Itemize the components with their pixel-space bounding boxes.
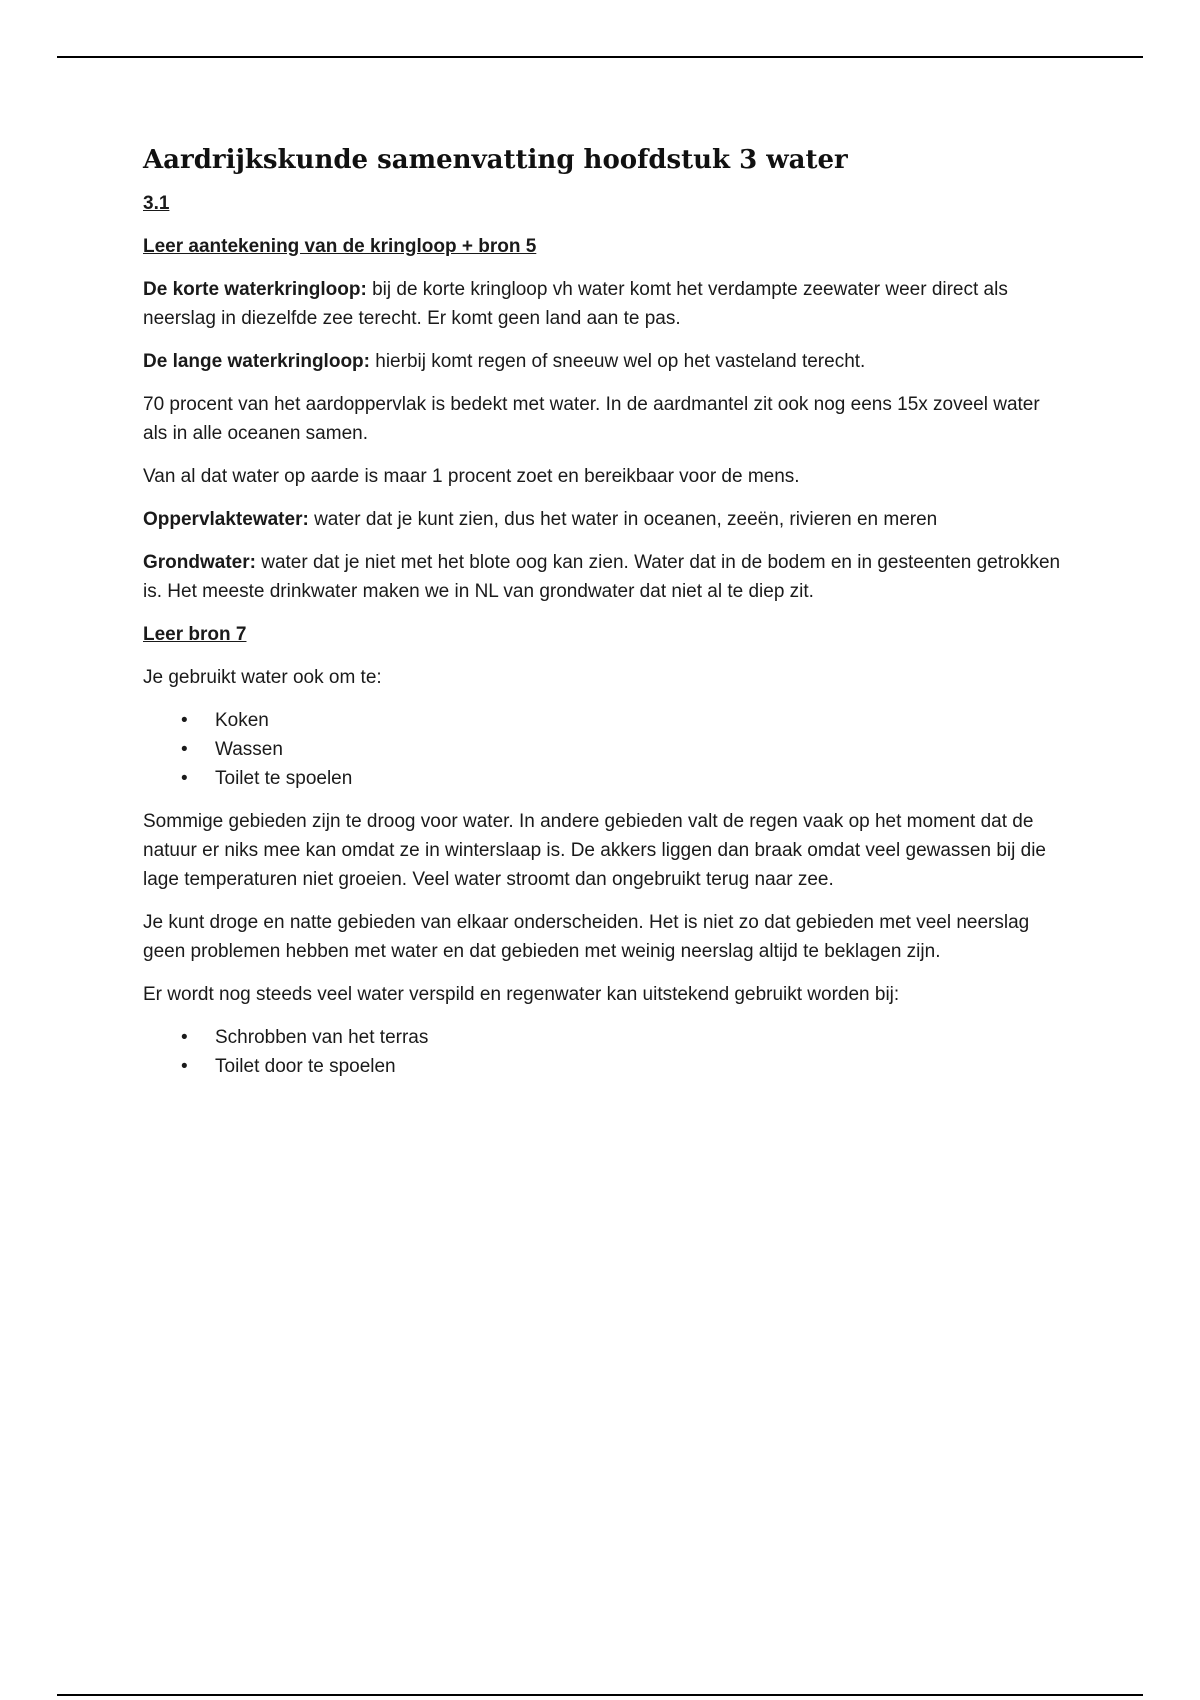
footer-rule: [57, 1694, 1143, 1696]
list-item: [181, 706, 1063, 735]
list-item-text: Koken: [215, 710, 269, 731]
paragraph-70-procent: 70 procent van het aardoppervlak is bedekt met water. In de aardmantel zit ook nog eens 15x zoveel water als in alle oceanen samen.: [143, 394, 1040, 444]
header-rule: [57, 56, 1143, 58]
bullet-icon: •: [181, 1056, 188, 1077]
list-water-gebruik: [143, 706, 1063, 793]
definition-grondwater: water dat je niet met het blote oog kan zien. Water dat in de bodem en in gesteenten getrokken is. Het meeste drinkwater maken we in NL van grondwater dat niet al te diep zit.: [143, 552, 1061, 602]
paragraph-droge-gebieden: Sommige gebieden zijn te droog voor water. In andere gebieden valt de regen vaak op het moment dat de natuur er niks mee kan omdat ze in winterslaap is. De akkers liggen dan braak omdat veel gewassen bij die lage temperaturen niet groeien. Veel water stroomt dan ongebruikt terug naar zee.: [143, 811, 1046, 890]
list-item: [181, 764, 1063, 793]
term-oppervlaktewater: Oppervlaktewater:: [143, 509, 309, 530]
document-body: [143, 143, 1063, 1095]
paragraph-onderscheid: Je kunt droge en natte gebieden van elkaar onderscheiden. Het is niet zo dat gebieden met veel neerslag geen problemen hebben met water en dat gebieden met weinig neerslag altijd te beklagen zijn.: [143, 912, 1030, 962]
paragraph-verspild: Er wordt nog steeds veel water verspild en regenwater kan uitstekend gebruikt worden bij:: [143, 984, 900, 1005]
list-regenwater-gebruik: [143, 1023, 1063, 1081]
paragraph-grondwater: [143, 548, 1063, 606]
paragraph-zoet-water: Van al dat water op aarde is maar 1 procent zoet en bereikbaar voor de mens.: [143, 466, 800, 487]
list-item-text: Toilet te spoelen: [215, 768, 353, 789]
bullet-icon: •: [181, 710, 188, 731]
section-number: 3.1: [143, 193, 170, 214]
list-item: [181, 1023, 1063, 1052]
list-item-text: Toilet door te spoelen: [215, 1056, 396, 1077]
paragraph-korte-waterkringloop: [143, 275, 1063, 333]
paragraph-gebruik: Je gebruikt water ook om te:: [143, 667, 382, 688]
subheading-bron-7: Leer bron 7: [143, 624, 247, 645]
bullet-icon: •: [181, 739, 188, 760]
term-korte-waterkringloop: De korte waterkringloop:: [143, 279, 367, 300]
document-title: Aardrijkskunde samenvatting hoofdstuk 3 water: [143, 145, 848, 175]
bullet-icon: •: [181, 768, 188, 789]
definition-korte-waterkringloop: bij de korte kringloop vh water komt het verdampte zeewater weer direct als neerslag in diezelfde zee terecht. Er komt geen land aan te pas.: [143, 279, 1008, 329]
paragraph-lange-waterkringloop: [143, 347, 1063, 376]
term-lange-waterkringloop: De lange waterkringloop:: [143, 351, 370, 372]
list-item: [181, 735, 1063, 764]
list-item-text: Schrobben van het terras: [215, 1027, 429, 1048]
term-grondwater: Grondwater:: [143, 552, 256, 573]
definition-oppervlaktewater: water dat je kunt zien, dus het water in oceanen, zeeën, rivieren en meren: [308, 509, 938, 530]
paragraph-oppervlaktewater: [143, 505, 1063, 534]
list-item-text: Wassen: [215, 739, 283, 760]
bullet-icon: •: [181, 1027, 188, 1048]
list-item: [181, 1052, 1063, 1081]
subheading-kringloop: Leer aantekening van de kringloop + bron 5: [143, 236, 537, 257]
definition-lange-waterkringloop: hierbij komt regen of sneeuw wel op het vasteland terecht.: [369, 351, 866, 372]
